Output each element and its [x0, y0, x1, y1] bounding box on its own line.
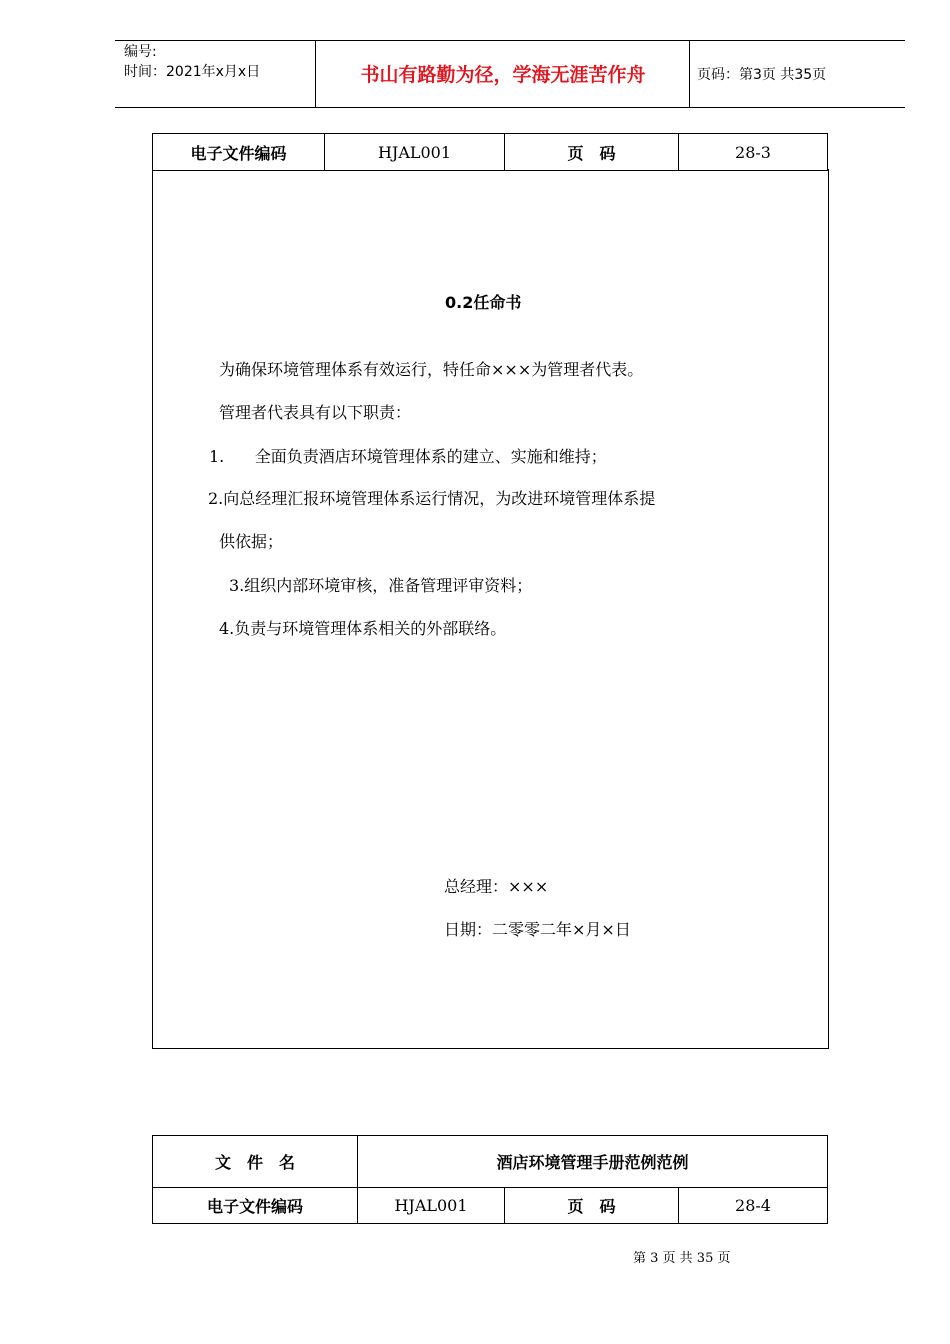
- time-label: 时间：2021年x月x日: [124, 64, 261, 80]
- top-info-table: [152, 133, 828, 171]
- date-line: 日期：二零零二年×月×日: [444, 920, 631, 939]
- duty-item-3: 3.组织内部环境审核，准备管理评审资料；: [229, 576, 533, 595]
- bottom-electronic-code-value: HJAL001: [358, 1188, 505, 1224]
- bottom-electronic-code-label: 电子文件编码: [153, 1188, 358, 1224]
- bottom-info-table: [152, 1135, 828, 1224]
- header-top-rule: [115, 40, 905, 41]
- electronic-code-value: HJAL001: [325, 134, 505, 171]
- intro-paragraph: 为确保环境管理体系有效运行，特任命×××为管理者代表。: [219, 360, 644, 379]
- file-name-value: 酒店环境管理手册范例范例: [358, 1136, 828, 1188]
- bottom-page-label: 页 码: [505, 1188, 679, 1224]
- header-motto: 书山有路勤为径，学海无涯苦作舟: [360, 64, 646, 86]
- file-name-label: 文 件 名: [153, 1136, 358, 1188]
- duty-item-4: 4.负责与环境管理体系相关的外部联络。: [219, 619, 507, 638]
- page-label: 页 码: [505, 134, 679, 171]
- header-meta: [124, 42, 260, 82]
- signature-line: 总经理：×××: [444, 877, 549, 896]
- duties-heading: 管理者代表具有以下职责：: [219, 403, 412, 422]
- duty-item-2-cont: 供依据；: [219, 532, 284, 551]
- header-divider-left: [315, 40, 316, 108]
- duty-item-1: 1. 全面负责酒店环境管理体系的建立、实施和维持；: [209, 447, 607, 466]
- code-label: 编号:: [124, 44, 157, 60]
- header-divider-right: [689, 40, 690, 108]
- page-footer: 第 3 页 共 35 页: [633, 1251, 731, 1266]
- document-title: 0.2任命书: [445, 293, 522, 312]
- header-bottom-rule: [115, 107, 905, 108]
- header-page-info: 页码：第3页 共35页: [697, 67, 827, 83]
- duty-item-2: 2.向总经理汇报环境管理体系运行情况，为改进环境管理体系提: [208, 489, 656, 508]
- bottom-page-value: 28-4: [679, 1188, 828, 1224]
- electronic-code-label: 电子文件编码: [153, 134, 325, 171]
- page-value: 28-3: [679, 134, 828, 171]
